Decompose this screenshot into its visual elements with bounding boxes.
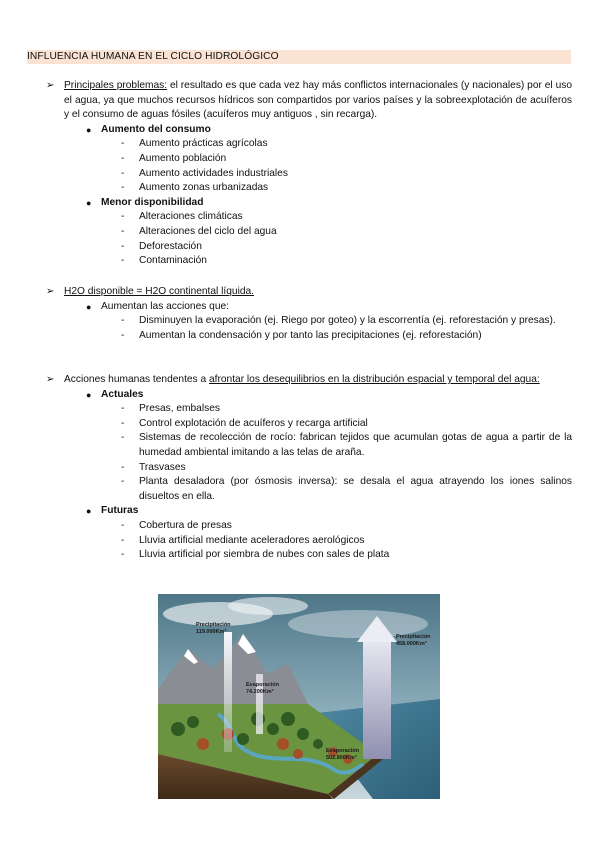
dot-bullet-icon: ● bbox=[86, 506, 92, 517]
list-item: - Trasvases bbox=[121, 461, 186, 473]
dot-bullet-icon: ● bbox=[86, 389, 92, 400]
list-item: - Sistemas de recolección de rocío: fabrican tejidos que acumulan gotas de agua a partir de la humedad ambiental imitando a las telas de araña. bbox=[121, 432, 572, 458]
section-available-water bbox=[46, 285, 572, 343]
list-item: - Cobertura de presas bbox=[121, 519, 232, 531]
label-evap-land-value: 74.200Km³ bbox=[246, 689, 274, 695]
problems-lead: Principales problemas: bbox=[64, 80, 168, 91]
arrow-bullet-icon: ➢ bbox=[46, 374, 55, 385]
list-item: - Lluvia artificial por siembra de nubes con sales de plata bbox=[121, 549, 390, 561]
precipitation-land-column bbox=[224, 632, 232, 752]
list-item: - Alteraciones climáticas bbox=[121, 211, 243, 223]
label-precip-ocean-value: 458.000Km³ bbox=[396, 641, 427, 647]
list-item: - Deforestación bbox=[121, 240, 202, 252]
section-problems bbox=[46, 79, 572, 269]
water-cycle-svg bbox=[158, 594, 440, 799]
list-item: - Contaminación bbox=[121, 255, 207, 267]
list-item: - Aumento zonas urbanizadas bbox=[121, 182, 269, 194]
problems-text: el resultado es que cada vez hay más conflictos internacionales (y nacionales) por el uso el agua, ya que muchos recursos hídricos son compartidos por varios países y la sobreexplotación de acuíferos y el consumo de aguas fósiles (acuíferos muy antiguos , sin recarga). bbox=[64, 80, 572, 121]
cloud bbox=[228, 597, 308, 615]
list-item: - Lluvia artificial mediante aceleradores aerológicos bbox=[121, 534, 365, 546]
dot-bullet-icon: ● bbox=[86, 197, 92, 208]
arrow-bullet-icon: ➢ bbox=[46, 80, 55, 91]
human-actions-paragraph: Acciones humanas tendentes a afrontar los desequilibrios en la distribución espacial y temporal del agua: bbox=[64, 374, 540, 385]
problems-paragraph bbox=[64, 79, 572, 123]
available-water-lead: H2O disponible = H2O continental líquida. bbox=[64, 286, 255, 297]
dot-bullet-icon: ● bbox=[86, 301, 92, 312]
arrow-bullet-icon: ➢ bbox=[46, 286, 55, 297]
list-item: - Disminuyen la evaporación (ej. Riego por goteo) y la escorrentía (ej. reforestación y presas). bbox=[121, 315, 556, 327]
precipitation-ocean-column bbox=[363, 639, 391, 759]
water-cycle-illustration bbox=[158, 594, 440, 799]
list-item: - Presas, embalses bbox=[121, 403, 220, 415]
group-heading: ● Actuales bbox=[86, 388, 572, 403]
list-item: - Aumentan la condensación y por tanto las precipitaciones (ej. reforestación) bbox=[121, 329, 482, 341]
list-item: - Planta desaladora (por ósmosis inversa): se desala el agua atrayendo los iones salinos disueltos en ella. bbox=[121, 476, 572, 502]
group-heading: ● Aumentan las acciones que: bbox=[86, 300, 572, 315]
section-human-actions bbox=[46, 373, 572, 563]
label-precip-ocean: Precipitación bbox=[396, 634, 431, 640]
dot-bullet-icon: ● bbox=[86, 124, 92, 135]
list-item: - Aumento actividades industriales bbox=[121, 167, 288, 179]
label-evap-ocean: Evaporación bbox=[326, 748, 360, 754]
group-heading: ● Menor disponibilidad bbox=[86, 196, 572, 211]
page-title: INFLUENCIA HUMANA EN EL CICLO HIDROLÓGICO bbox=[27, 50, 571, 64]
list-item: - Aumento prácticas agrícolas bbox=[121, 138, 268, 150]
list-item: - Alteraciones del ciclo del agua bbox=[121, 225, 277, 237]
group-heading: ● Aumento del consumo bbox=[86, 123, 572, 138]
label-evap-ocean-value: 502.800Km³ bbox=[326, 755, 357, 761]
list-item: - Control explotación de acuíferos y recarga artificial bbox=[121, 417, 368, 429]
label-evap-land: Evaporación bbox=[246, 682, 280, 688]
label-precip-land: Precipitación bbox=[196, 622, 231, 628]
list-item: - Aumento población bbox=[121, 152, 227, 164]
group-heading: ● Futuras bbox=[86, 504, 572, 519]
label-precip-land-value: 119.000Km³ bbox=[196, 629, 227, 635]
